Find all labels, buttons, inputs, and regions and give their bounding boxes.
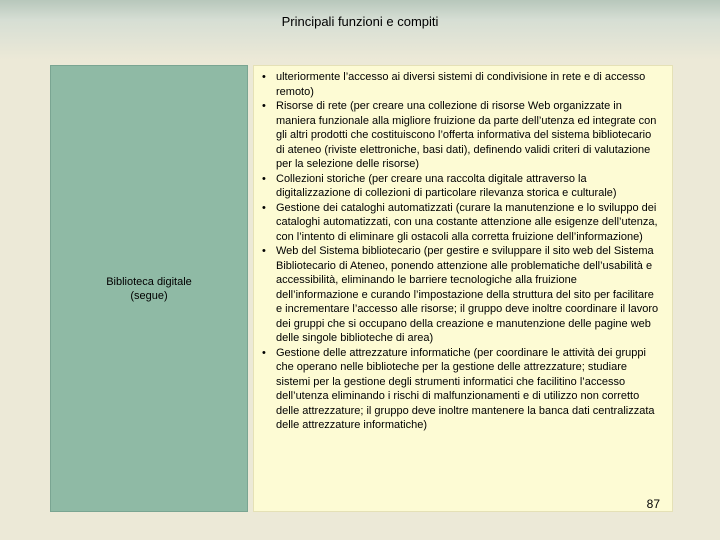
- bullet-item: • Risorse di rete (per creare una collezione di risorse Web organizzate in maniera funzionale alla migliore fruizione da parte dell’utenza ed integrate con gli altri prodotti che costituiscono l’offerta informativa del sistema bibliotecario di ateneo (riviste elettroniche, basi dati), definendo validi criteri di valutazione per la selezione delle risorse): [276, 99, 662, 172]
- section-label-line1: Biblioteca digitale: [106, 275, 192, 288]
- left-table-cell: [50, 65, 248, 512]
- right-table-cell: [253, 65, 673, 512]
- bullet-list: [254, 66, 672, 433]
- page-number: 87: [646, 497, 660, 511]
- bullet-item: • Web del Sistema bibliotecario (per gestire e sviluppare il sito web del Sistema Bibliotecario di Ateneo, ponendo attenzione alle problematiche dell’usabilità e accessibilità, eliminando le barriere tecnologiche alla fruizione dell’informazione e curando l’impostazione della struttura del sito per facilitare e incrementare l’accesso alle risorse; il gruppo deve inoltre coordinare il lavoro dei gruppi che si occupano della creazione e manutenzione delle pagine web delle singole biblioteche di area): [276, 244, 662, 346]
- slide-title: Principali funzioni e compiti: [281, 14, 439, 29]
- bullet-item: • Collezioni storiche (per creare una raccolta digitale attraverso la digitalizzazione di collezioni di particolare rilevanza storica e culturale): [276, 172, 662, 201]
- bullet-item: • Gestione dei cataloghi automatizzati (curare la manutenzione e lo sviluppo dei cataloghi automatizzati, con una costante attenzione alle esigenze dell’utenza, con l’intento di eliminare gli ostacoli alla corretta fruizione dell’informazione): [276, 201, 662, 245]
- section-label: [106, 275, 192, 303]
- bullet-item: • Gestione delle attrezzature informatiche (per coordinare le attività dei gruppi che operano nelle biblioteche per la gestione delle attrezzature; studiare sistemi per la gestione degli strumenti informatici che facilitino l’accesso dell’utenza eliminando i rischi di malfunzionamenti e di utilizzo non corretto delle attrezzature; il gruppo deve inoltre mantenere la banca dati centralizzata delle attrezzature informatiche): [276, 346, 662, 433]
- section-label-line2: (segue): [130, 289, 168, 302]
- bullet-item: • ulteriormente l’accesso ai diversi sistemi di condivisione in rete e di accesso remoto): [276, 70, 662, 99]
